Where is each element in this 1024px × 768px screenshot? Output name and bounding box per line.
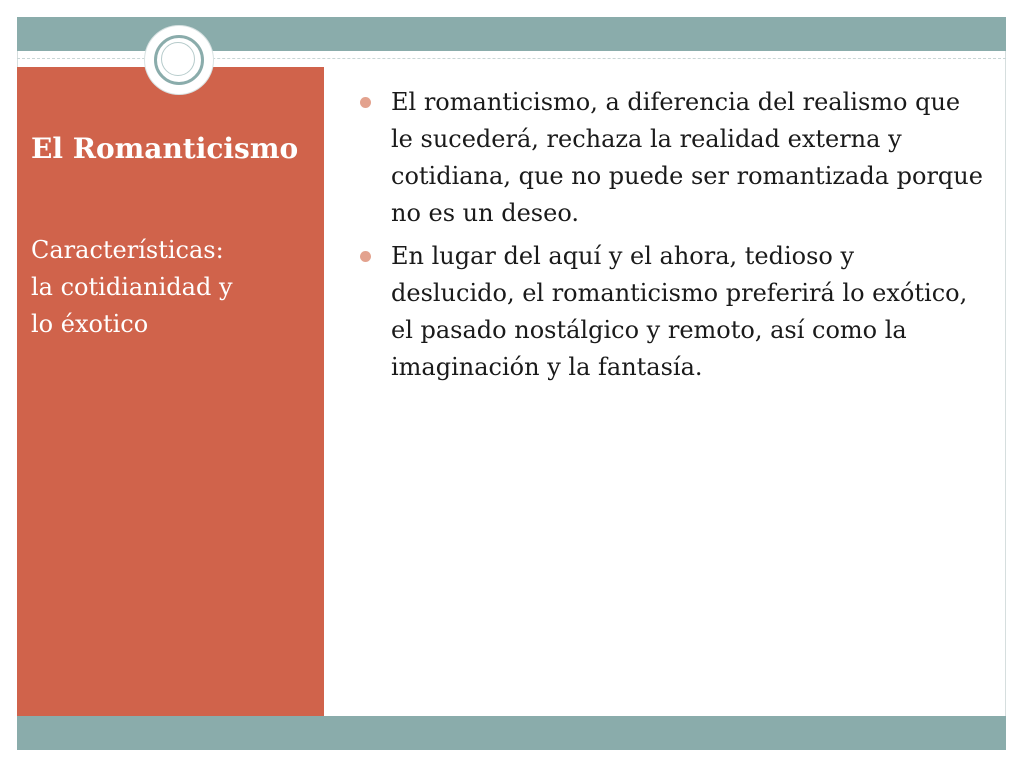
ornament-ring bbox=[154, 35, 204, 85]
bullet-item bbox=[360, 238, 985, 386]
slide-title: El Romanticismo bbox=[31, 132, 299, 165]
bullet-list bbox=[360, 84, 985, 392]
circle-ring-ornament-icon bbox=[145, 26, 213, 94]
ornament-inner-ring bbox=[161, 42, 195, 76]
bottom-band bbox=[17, 716, 1006, 750]
slide-subtitle: Características: la cotidianidad y lo éxotico bbox=[31, 236, 233, 338]
bullet-dot-icon bbox=[360, 251, 371, 262]
bullet-item bbox=[360, 84, 985, 232]
bullet-text: El romanticismo, a diferencia del realismo que le sucederá, rechaza la realidad externa y cotidiana, que no puede ser romantizada porque no es un deseo. bbox=[391, 88, 983, 227]
bullet-dot-icon bbox=[360, 97, 371, 108]
bullet-text: En lugar del aquí y el ahora, tedioso y deslucido, el romanticismo preferirá lo exótico, el pasado nostálgico y remoto, así como la imaginación y la fantasía. bbox=[391, 242, 968, 381]
